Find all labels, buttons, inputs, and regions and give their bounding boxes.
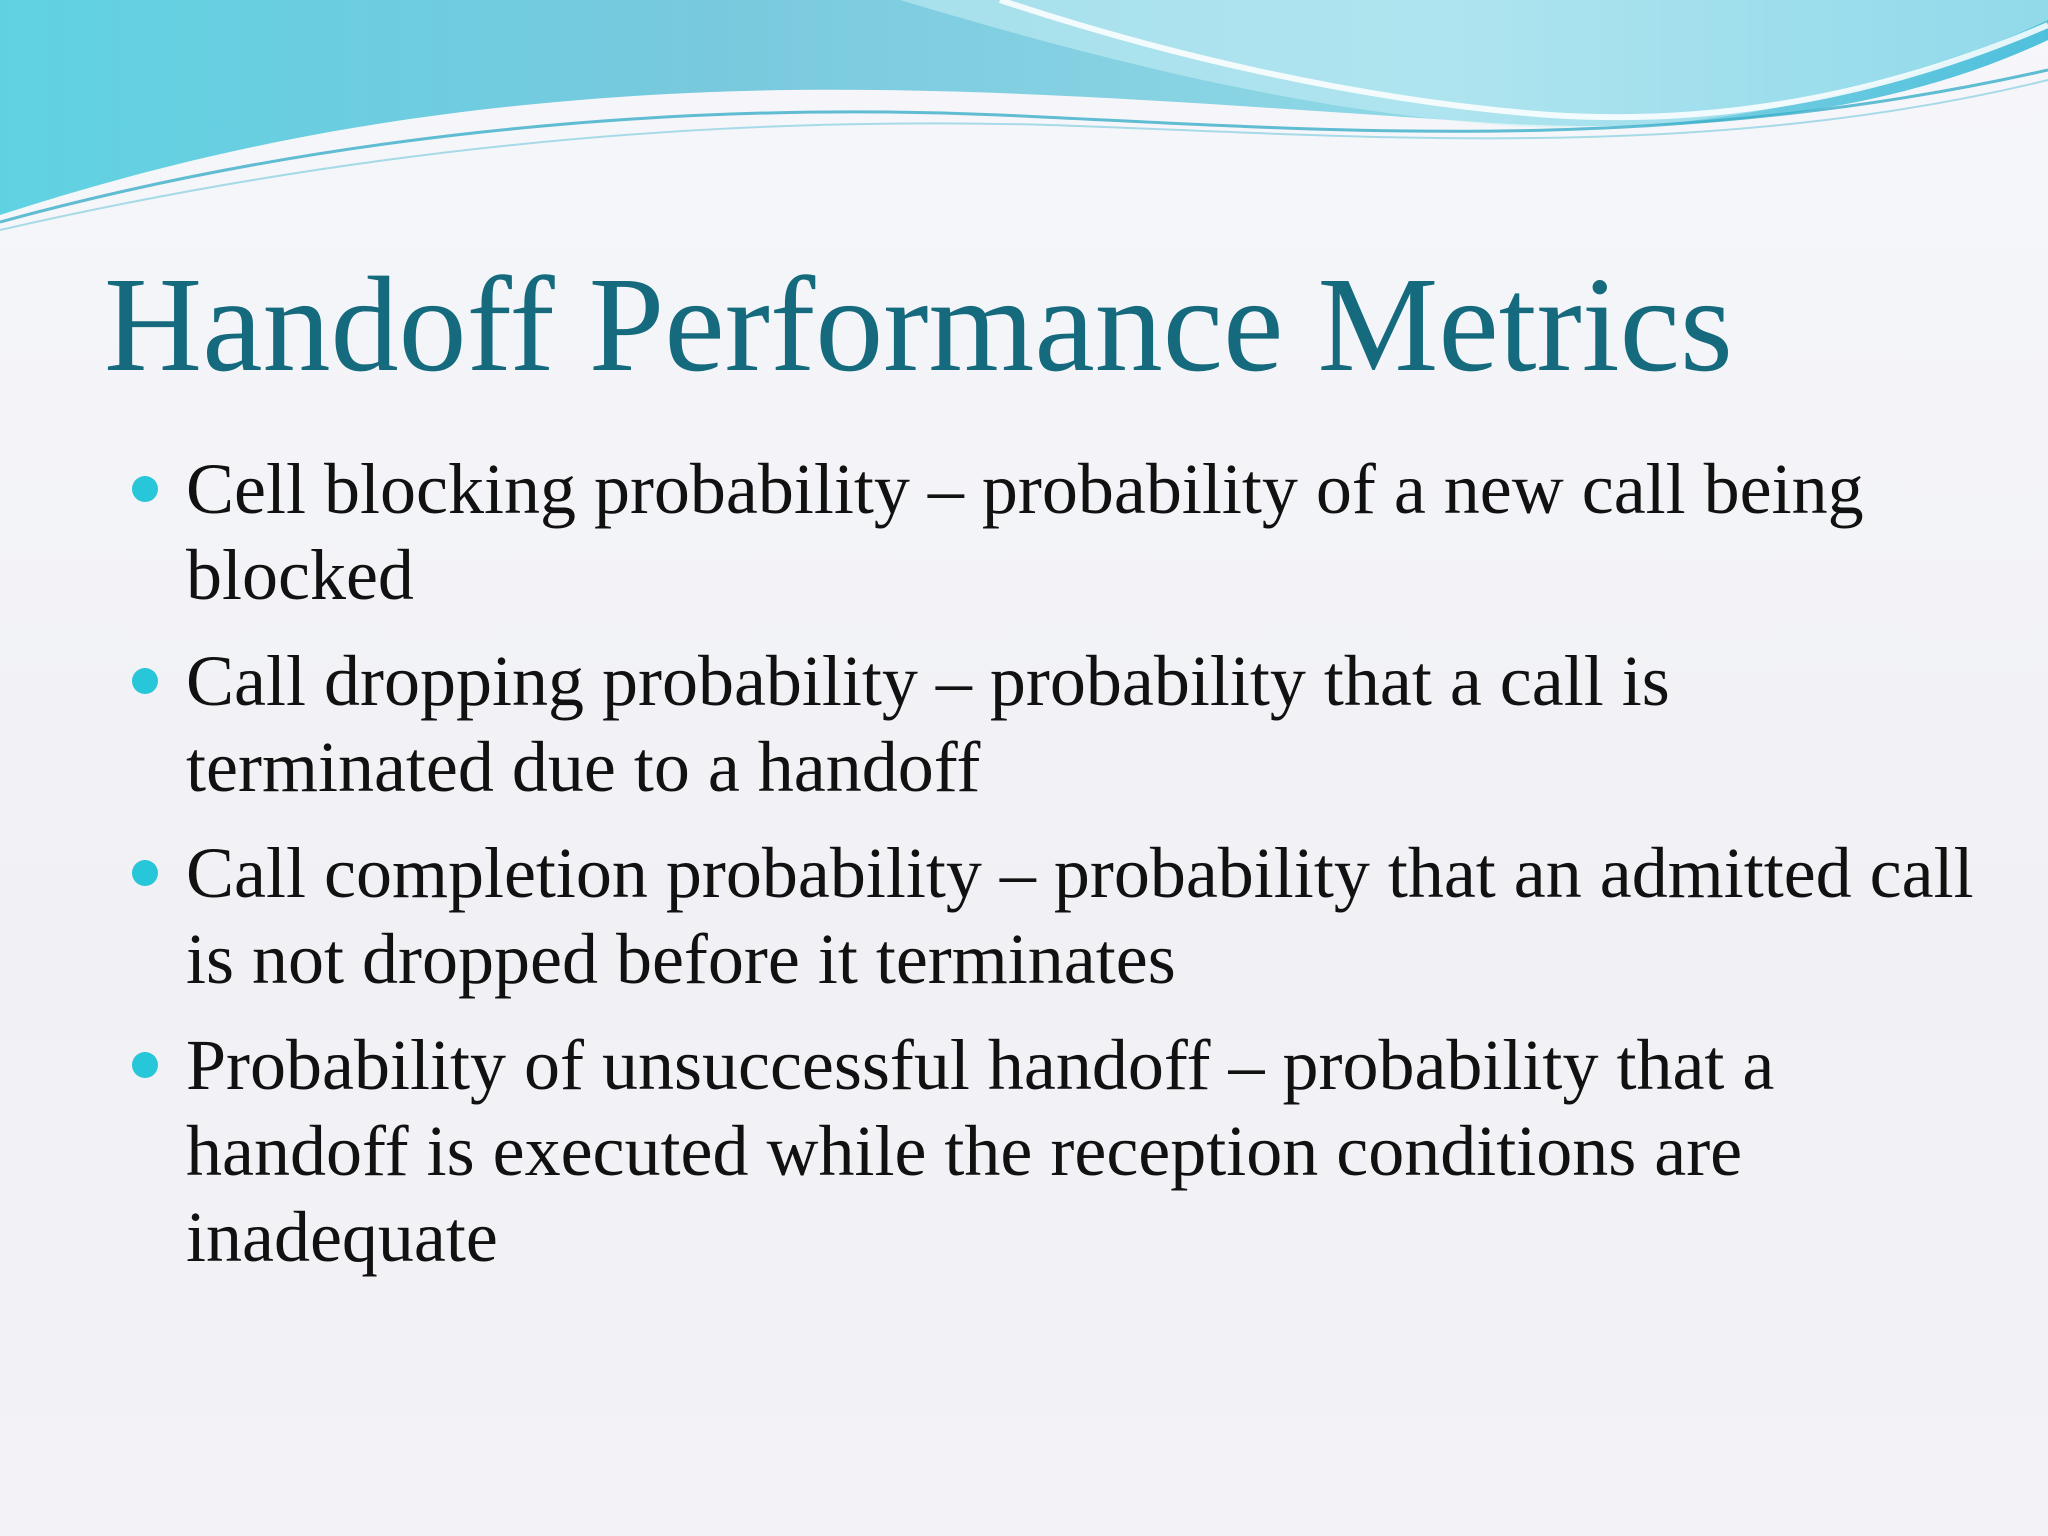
bullet-text: Call dropping probability – probability that a call is terminated due to a handoff xyxy=(186,641,1670,807)
bullet-dot-icon xyxy=(132,476,158,502)
bullet-dot-icon xyxy=(132,1052,158,1078)
bullet-item-call-dropping xyxy=(132,638,1992,810)
bullet-dot-icon xyxy=(132,860,158,886)
header-wave-decoration xyxy=(0,0,2048,240)
bullet-list xyxy=(132,446,1992,1300)
bullet-item-unsuccessful-handoff xyxy=(132,1022,1992,1280)
bullet-text: Call completion probability – probability that an admitted call is not dropped before it terminates xyxy=(186,833,1974,999)
bullet-dot-icon xyxy=(132,668,158,694)
slide-title: Handoff Performance Metrics xyxy=(104,250,1733,400)
bullet-text: Cell blocking probability – probability of a new call being blocked xyxy=(186,449,1864,615)
bullet-text: Probability of unsuccessful handoff – probability that a handoff is executed while the reception conditions are inadequate xyxy=(186,1025,1775,1277)
bullet-item-call-completion xyxy=(132,830,1992,1002)
bullet-item-cell-blocking xyxy=(132,446,1992,618)
